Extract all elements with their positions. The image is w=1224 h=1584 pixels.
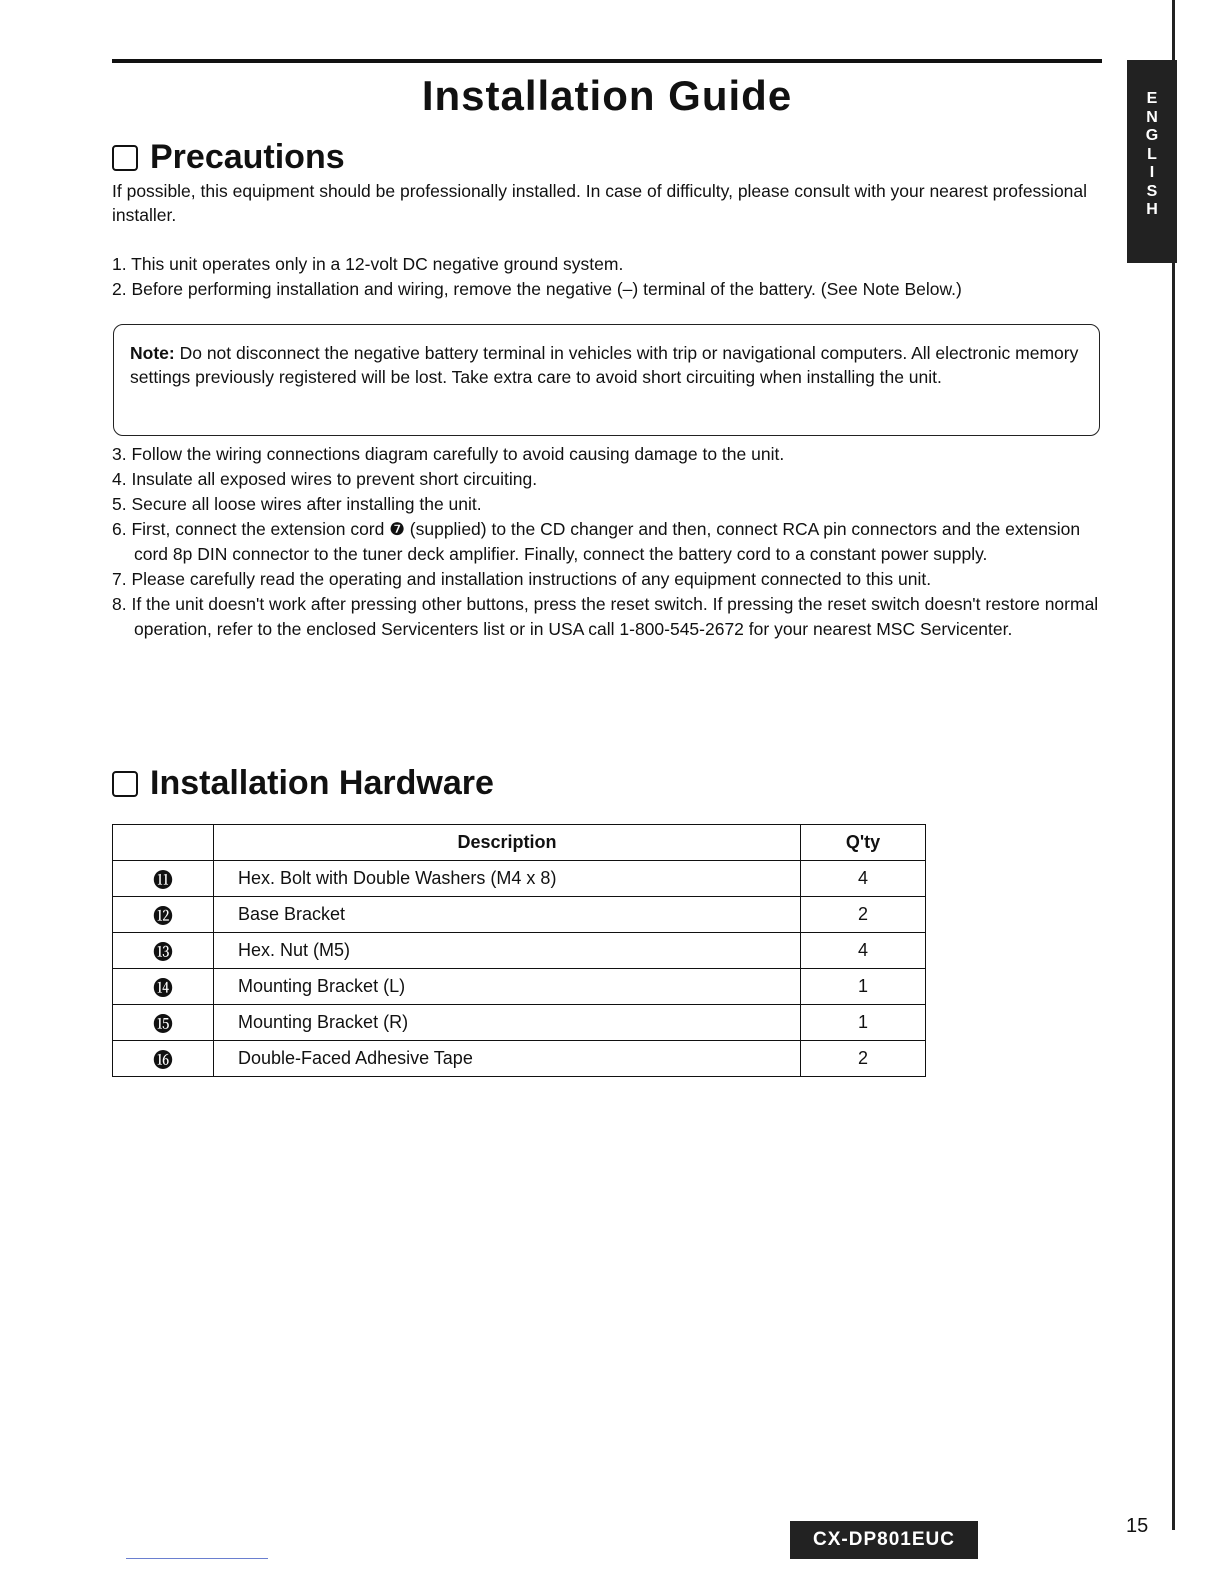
col-header-num — [113, 825, 214, 861]
part-number: ⓭ — [113, 933, 214, 969]
part-description: Base Bracket — [214, 897, 801, 933]
part-description: Mounting Bracket (R) — [214, 1005, 801, 1041]
heading-text: Precautions — [150, 138, 345, 176]
list-item: 2. Before performing installation and wiring, remove the negative (–) terminal of the battery. (See Note Below.) — [112, 279, 962, 299]
part-description: Mounting Bracket (L) — [214, 969, 801, 1005]
page-number: 15 — [1126, 1515, 1149, 1537]
part-description: Hex. Nut (M5) — [214, 933, 801, 969]
table-row — [113, 1041, 926, 1077]
table-row — [113, 897, 926, 933]
heading-text: Installation Hardware — [150, 764, 494, 802]
list-item: 1. This unit operates only in a 12-volt DC negative ground system. — [112, 254, 624, 274]
checkbox-square-icon — [112, 145, 138, 171]
list-item: 6. First, connect the extension cord ❼ (supplied) to the CD changer and then, connect RCA pin connectors and the extension cord 8p DIN connector to the tuner deck amplifier. Finally, connect the battery cord to a constant power supply. — [112, 519, 1081, 564]
note-text: Do not disconnect the negative battery terminal in vehicles with trip or navigational computers. All electronic memory settings previously registered will be lost. Take extra care to avoid short circuiting when installing the unit. — [130, 343, 1079, 387]
col-header-description: Description — [214, 825, 801, 861]
note-label: Note: — [130, 343, 175, 363]
part-qty: 2 — [801, 1041, 926, 1077]
hardware-table — [112, 824, 926, 1077]
tab-letter: L — [1147, 145, 1157, 163]
part-qty: 2 — [801, 897, 926, 933]
precautions-intro: If possible, this equipment should be professionally installed. In case of difficulty, please consult with your nearest professional installer. — [112, 181, 1088, 225]
list-item: 4. Insulate all exposed wires to prevent short circuiting. — [112, 469, 538, 489]
part-qty: 1 — [801, 1005, 926, 1041]
tab-letter: E — [1146, 90, 1158, 107]
top-rule — [112, 59, 1102, 63]
table-row — [113, 1005, 926, 1041]
part-number: ⓬ — [113, 897, 214, 933]
tab-letter: S — [1146, 182, 1158, 200]
part-description: Double-Faced Adhesive Tape — [214, 1041, 801, 1077]
tab-letter: H — [1146, 201, 1158, 218]
precautions-heading — [112, 138, 345, 177]
model-number-label: CX-DP801EUC — [790, 1521, 978, 1559]
tab-letter: N — [1146, 108, 1158, 126]
part-number: ⓯ — [113, 1005, 214, 1041]
table-row — [113, 861, 926, 897]
footer-rule — [126, 1558, 268, 1559]
precautions-list-2 — [112, 442, 1102, 642]
part-description: Hex. Bolt with Double Washers (M4 x 8) — [214, 861, 801, 897]
list-item: 3. Follow the wiring connections diagram carefully to avoid causing damage to the unit. — [112, 444, 785, 464]
note-box — [113, 324, 1100, 436]
list-item: 5. Secure all loose wires after installing the unit. — [112, 494, 482, 514]
checkbox-square-icon — [112, 771, 138, 797]
part-number: ⓰ — [113, 1041, 214, 1077]
tab-letter: I — [1149, 164, 1155, 181]
part-number: ⓫ — [113, 861, 214, 897]
list-item: 8. If the unit doesn't work after pressing other buttons, press the reset switch. If pressing the reset switch doesn't restore normal operation, refer to the enclosed Servicenters list or in USA call 1-800-545-2672 for your nearest MSC Servicenter. — [112, 594, 1099, 639]
table-row — [113, 933, 926, 969]
list-item: 7. Please carefully read the operating and installation instructions of any equipment connected to this unit. — [112, 569, 932, 589]
table-header-row — [113, 825, 926, 861]
table-row — [113, 969, 926, 1005]
page-title: Installation Guide — [421, 72, 793, 119]
part-qty: 4 — [801, 861, 926, 897]
tab-letter: G — [1145, 127, 1159, 144]
part-qty: 1 — [801, 969, 926, 1005]
col-header-qty: Q'ty — [801, 825, 926, 861]
part-qty: 4 — [801, 933, 926, 969]
hardware-heading — [112, 764, 494, 803]
precautions-list-1 — [112, 252, 1102, 302]
language-tab — [1127, 60, 1177, 263]
part-number: ⓮ — [113, 969, 214, 1005]
